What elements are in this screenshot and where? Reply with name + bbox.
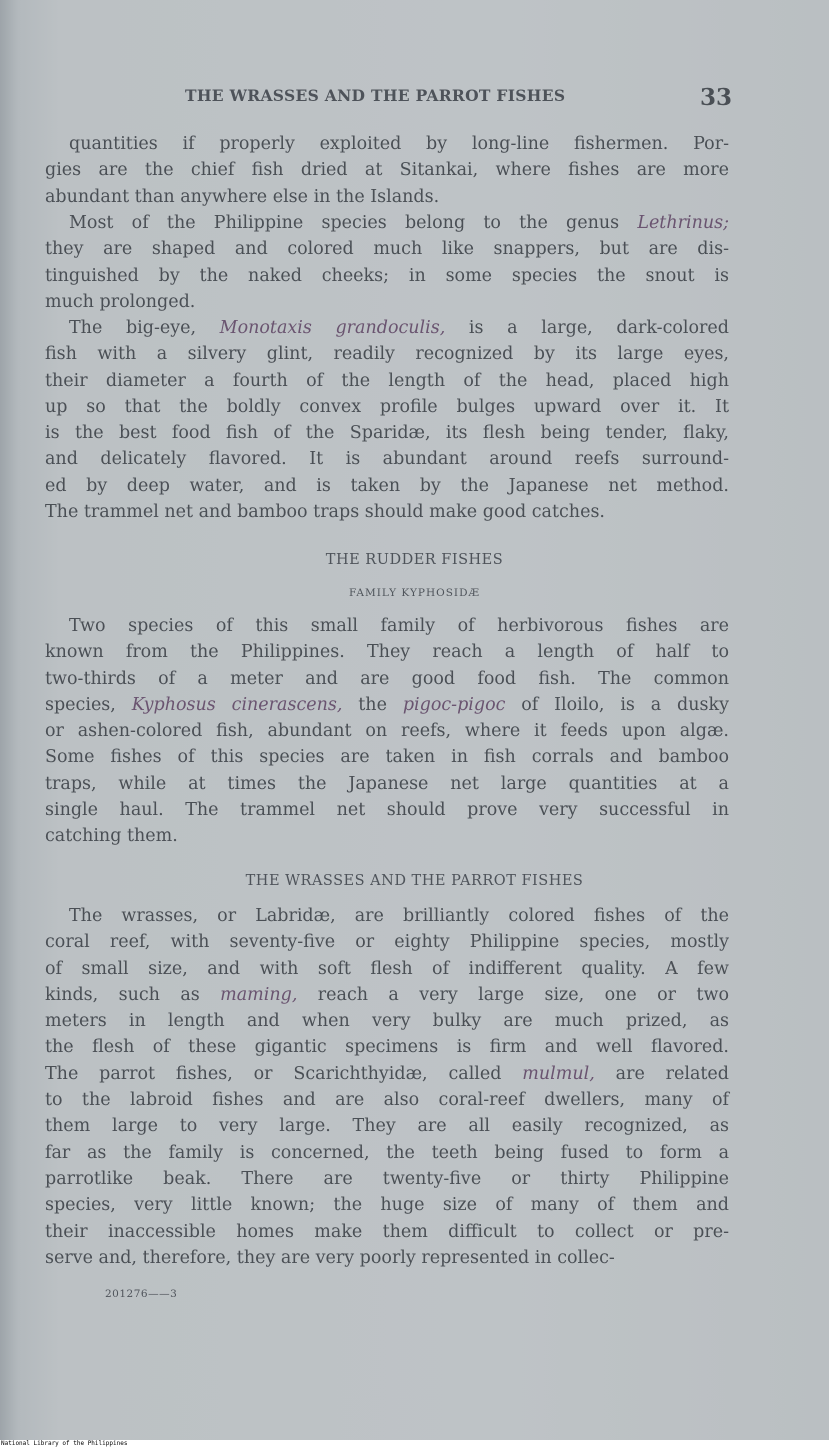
italic-term: Kyphosus cinerascens, [131, 694, 343, 715]
text-line: coral reef, with seventy-five or eighty Philippine species, mostly [45, 932, 729, 953]
text-line: known from the Philippines. They reach a length of half to [45, 642, 729, 663]
text-line: species, Kyphosus cinerascens, the pigoc-pigoc of Iloilo, is a dusky [45, 694, 730, 715]
text-line: quantities if properly exploited by long-line fishermen. Por- [69, 134, 729, 154]
text-line: up so that the boldly convex profile bulges upward over it. It [45, 396, 729, 417]
text-line: far as the family is concerned, the teeth being fused to form a [45, 1142, 729, 1163]
text-line: The wrasses, or Labridæ, are brilliantly colored fishes of the [69, 906, 729, 926]
text-line: the flesh of these gigantic specimens is firm and well flavored. [45, 1037, 729, 1058]
text-line: Most of the Philippine species belong to the genus Lethrinus; [69, 213, 729, 233]
text-line: meters in length and when very bulky are much prized, as [45, 1011, 729, 1032]
text-line: Two species of this small family of herbivorous fishes are [69, 616, 729, 636]
text-line: The big-eye, Monotaxis grandoculis, is a large, dark-colored [69, 318, 729, 338]
paragraph-lethrinus [45, 210, 729, 315]
text-line: traps, while at times the Japanese net large quantities at a [45, 773, 729, 794]
page-number: 33 [700, 84, 733, 111]
paragraph-rudder-fishes [45, 613, 729, 850]
text-line: them large to very large. They are all easily recognized, as [45, 1116, 729, 1137]
text-line: The parrot fishes, or Scarichthyidæ, called mulmul, are related [45, 1063, 729, 1084]
paragraph-big-eye [45, 315, 729, 525]
text-line: tinguished by the naked cheeks; in some species the snout is [45, 265, 729, 286]
italic-term: maming, [220, 984, 298, 1005]
text-line: abundant than anywhere else in the Islands. [45, 186, 440, 207]
text-line: two-thirds of a meter and are good food fish. The common [45, 668, 729, 689]
text-line: parrotlike beak. There are twenty-five or thirty Philippine [45, 1168, 729, 1189]
text-line: and delicately flavored. It is abundant around reefs surround- [45, 449, 729, 470]
text-line: is the best food fish of the Sparidæ, its flesh being tender, flaky, [45, 423, 729, 444]
text-line: ed by deep water, and is taken by the Japanese net method. [45, 475, 729, 496]
text-line: Some fishes of this species are taken in fish corrals and bamboo [45, 747, 729, 768]
text-line: their inaccessible homes make them difficult to collect or pre- [45, 1221, 729, 1242]
italic-term: mulmul, [522, 1063, 595, 1084]
text-line: they are shaped and colored much like snappers, but are dis- [45, 239, 729, 260]
text-line: their diameter a fourth of the length of the head, placed high [45, 370, 729, 391]
text-line: species, very little known; the huge size of many of them and [45, 1195, 729, 1216]
section-heading-rudder-fishes: THE RUDDER FISHES [325, 552, 504, 568]
text-line: fish with a silvery glint, readily recognized by its large eyes, [45, 344, 729, 365]
italic-term: Lethrinus; [637, 213, 729, 233]
text-line: to the labroid fishes and are also coral-reef dwellers, many of [45, 1090, 729, 1111]
text-line: serve and, therefore, they are very poorly represented in collec- [45, 1247, 615, 1268]
family-subheading-kyphosidae: FAMILY KYPHOSIDÆ [348, 587, 481, 599]
footer-bar [0, 1440, 829, 1448]
running-head: THE WRASSES AND THE PARROT FISHES [185, 86, 566, 105]
section-heading-wrasses: THE WRASSES AND THE PARROT FISHES [245, 873, 584, 889]
text-line: single haul. The trammel net should prove very successful in [45, 800, 729, 821]
paragraph-wrasses [45, 903, 729, 1271]
text-line: or ashen-colored fish, abundant on reefs, where it feeds upon algæ. [45, 721, 729, 742]
library-credit: National Library of the Philippines [1, 1440, 128, 1447]
paragraph-porgies [45, 131, 729, 210]
italic-term: pigoc-pigoc [402, 694, 506, 715]
text-line: kinds, such as maming, reach a very large size, one or two [45, 984, 729, 1005]
italic-term: Monotaxis grandoculis, [219, 318, 446, 338]
text-line: much prolonged. [45, 291, 196, 312]
signature-mark: 201276——3 [105, 1288, 178, 1300]
text-line: The trammel net and bamboo traps should make good catches. [45, 502, 605, 523]
text-line: of small size, and with soft flesh of indifferent quality. A few [45, 958, 729, 979]
text-line: catching them. [45, 826, 178, 847]
text-line: gies are the chief fish dried at Sitankai, where fishes are more [45, 160, 729, 181]
